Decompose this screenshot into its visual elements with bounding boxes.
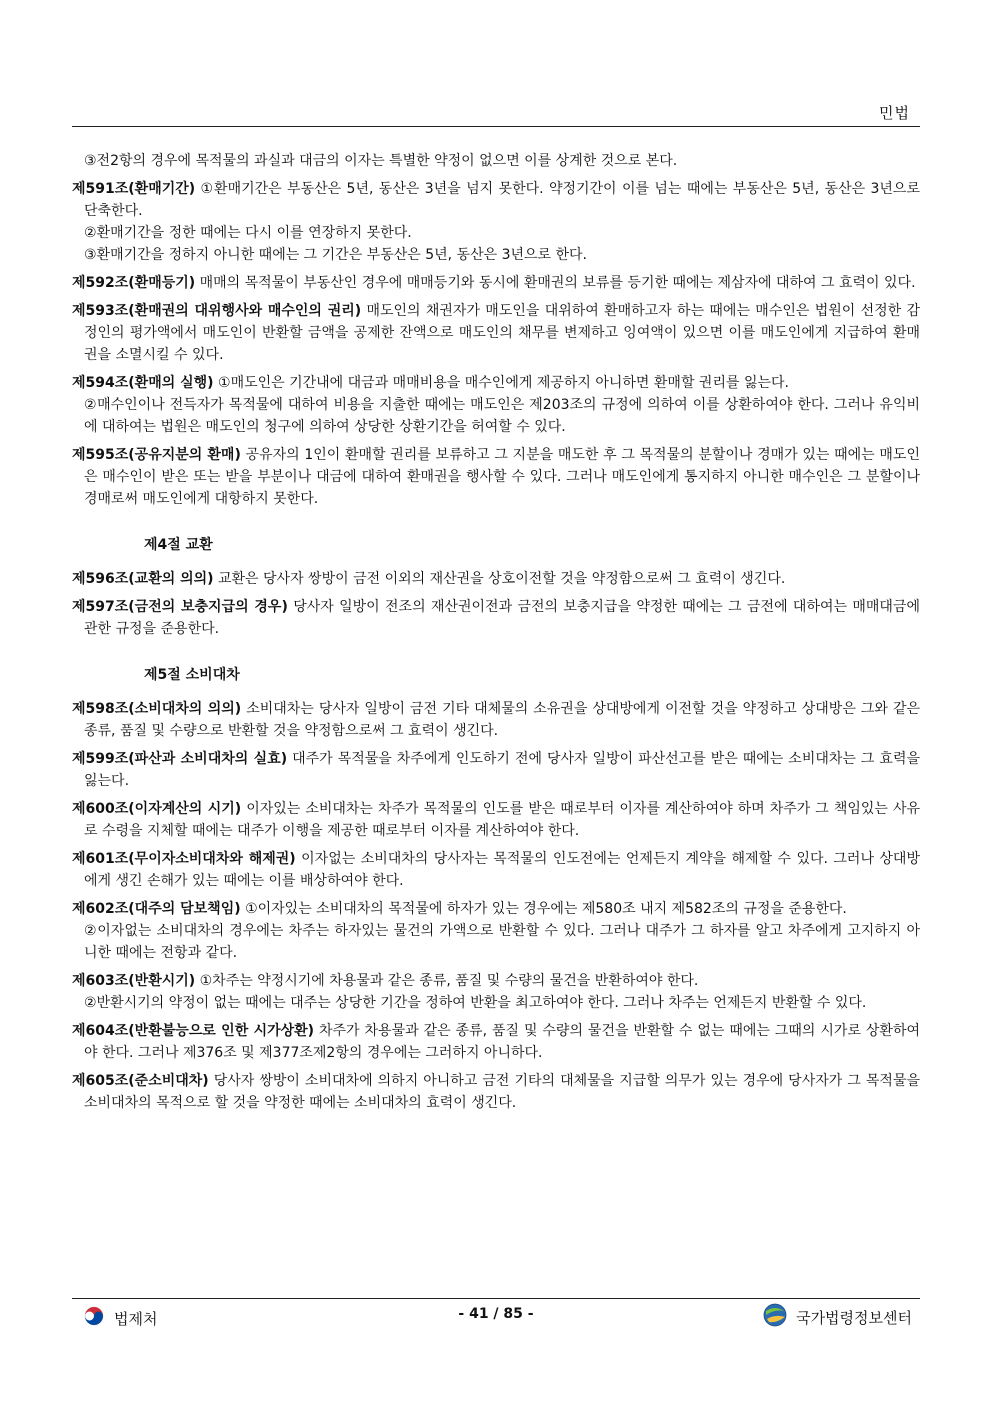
article <box>72 178 920 266</box>
globe-logo-icon <box>762 1302 788 1332</box>
article-text: 차주가 차용물과 같은 종류, 품질 및 수량의 물건을 반환할 수 없는 때에는 그때의 시가로 상환하여야 한다. 그러나 제376조 및 제377조제2항의 경우에는 그러하지 아니하다. <box>84 1023 920 1061</box>
article-heading: 제604조(반환불능으로 인한 시가상환) <box>72 1023 315 1039</box>
document-body <box>72 150 920 1120</box>
article-paragraph <box>72 970 920 992</box>
article-heading: 제598조(소비대차의 의의) <box>72 701 242 717</box>
article <box>72 748 920 792</box>
article-paragraph <box>72 1020 920 1064</box>
article-subparagraph: ③환매기간을 정하지 아니한 때에는 그 기간은 부동산은 5년, 동산은 3년으로 한다. <box>84 247 588 263</box>
article-paragraph <box>72 848 920 892</box>
header-divider <box>72 126 920 127</box>
article <box>72 444 920 510</box>
article-text: 이자있는 소비대차는 차주가 목적물의 인도를 받은 때로부터 이자를 계산하여야 하며 차주가 그 책임있는 사유로 수령을 지체할 때에는 대주가 이행을 제공한 때로부터 이자를 계산하여야 한다. <box>84 801 920 839</box>
page-number: - 41 / 85 - <box>458 1306 534 1322</box>
footer-center-label: 국가법령정보센터 <box>796 1308 912 1327</box>
article-heading: 제594조(환매의 실행) <box>72 375 214 391</box>
article-heading: 제596조(교환의 의의) <box>72 571 214 587</box>
article-paragraph <box>72 372 920 394</box>
article <box>72 568 920 590</box>
page-header-title: 민법 <box>879 104 910 122</box>
paragraph-continuation: ③전2항의 경우에 목적물의 과실과 대금의 이자는 특별한 약정이 없으면 이를 상계한 것으로 본다. <box>84 153 678 169</box>
article-paragraph <box>72 748 920 792</box>
article <box>72 848 920 892</box>
article-text: 매매의 목적물이 부동산인 경우에 매매등기와 동시에 환매권의 보류를 등기한 때에는 제삼자에 대하여 그 효력이 있다. <box>195 275 916 291</box>
article-paragraph <box>72 272 920 294</box>
article-paragraph <box>72 300 920 366</box>
article-heading: 제593조(환매권의 대위행사와 매수인의 권리) <box>72 303 362 319</box>
article-paragraph <box>72 1070 920 1114</box>
footer-org-label: 법제처 <box>114 1309 158 1328</box>
article-subparagraph: ②반환시기의 약정이 없는 때에는 대주는 상당한 기간을 정하여 반환을 최고하여야 한다. 그러나 차주는 언제든지 반환할 수 있다. <box>84 995 867 1011</box>
article-heading: 제602조(대주의 담보책임) <box>72 901 241 917</box>
article <box>72 898 920 964</box>
article-heading: 제600조(이자계산의 시기) <box>72 801 242 817</box>
section-title: 제4절 교환 <box>144 537 213 553</box>
article <box>72 698 920 742</box>
article-paragraph <box>72 798 920 842</box>
article-subparagraph: ②환매기간을 정한 때에는 다시 이를 연장하지 못한다. <box>84 225 412 241</box>
article-text: 이자없는 소비대차의 당사자는 목적물의 인도전에는 언제든지 계약을 해제할 수 있다. 그러나 상대방에게 생긴 손해가 있는 때에는 이를 배상하여야 한다. <box>84 851 920 889</box>
article-heading: 제603조(반환시기) <box>72 973 196 989</box>
article-paragraph <box>72 698 920 742</box>
article-paragraph <box>72 568 920 590</box>
article-subparagraph: ②매수인이나 전득자가 목적물에 대하여 비용을 지출한 때에는 매도인은 제203조의 규정에 의하여 이를 상환하여야 한다. 그러나 유익비에 대하여는 법원은 매도인의 청구에 의하여 상당한 상환기간을 허여할 수 있다. <box>84 397 920 435</box>
article <box>72 798 920 842</box>
article-heading: 제597조(금전의 보충지급의 경우) <box>72 599 288 615</box>
article-text: 소비대차는 당사자 일방이 금전 기타 대체물의 소유권을 상대방에게 이전할 것을 약정하고 상대방은 그와 같은 종류, 품질 및 수량으로 반환할 것을 약정함으로써 그 효력이 생긴다. <box>84 701 920 739</box>
article <box>72 1070 920 1114</box>
article <box>72 596 920 640</box>
article-paragraph <box>72 596 920 640</box>
article-text: ①이자있는 소비대차의 목적물에 하자가 있는 경우에는 제580조 내지 제582조의 규정을 준용한다. <box>240 901 847 917</box>
section-title: 제5절 소비대차 <box>144 667 240 683</box>
article-text: ①차주는 약정시기에 차용물과 같은 종류, 품질 및 수량의 물건을 반환하여야 한다. <box>195 973 699 989</box>
article-heading: 제605조(준소비대차) <box>72 1073 209 1089</box>
article-heading: 제601조(무이자소비대차와 해제권) <box>72 851 296 867</box>
article <box>72 372 920 438</box>
article-text: 매도인의 채권자가 매도인을 대위하여 환매하고자 하는 때에는 매수인은 법원이 선정한 감정인의 평가액에서 매도인이 반환할 금액을 공제한 잔액으로 매도인의 채무를 변제하고 잉여액이 있으면 이를 매도인에게 지급하여 환매권을 소멸시킬 수 있다. <box>84 303 920 363</box>
article-paragraph <box>72 444 920 510</box>
article-text: 당사자 쌍방이 소비대차에 의하지 아니하고 금전 기타의 대체물을 지급할 의무가 있는 경우에 당사자가 그 목적물을 소비대차의 목적으로 할 것을 약정한 때에는 소비대차의 효력이 생긴다. <box>84 1073 920 1111</box>
article-paragraph <box>72 178 920 222</box>
article <box>72 300 920 366</box>
article-text: 공유자의 1인이 환매할 권리를 보류하고 그 지분을 매도한 후 그 목적물의 분할이나 경매가 있는 때에는 매도인은 매수인이 받은 또는 받을 부분이나 대금에 대하여 환매권을 행사할 수 있다. 그러나 매도인에게 통지하지 아니한 매수인은 그 분할이나 경매로써 매도인에게 대항하지 못한다. <box>84 447 920 507</box>
article-paragraph <box>72 898 920 920</box>
article-heading: 제599조(파산과 소비대차의 실효) <box>72 751 288 767</box>
article-heading: 제591조(환매기간) <box>72 181 196 197</box>
article <box>72 1020 920 1064</box>
article-heading: 제592조(환매등기) <box>72 275 196 291</box>
article <box>72 272 920 294</box>
article-heading: 제595조(공유지분의 환매) <box>72 447 241 463</box>
article-text: ①환매기간은 부동산은 5년, 동산은 3년을 넘지 못한다. 약정기간이 이를 넘는 때에는 부동산은 5년, 동산은 3년으로 단축한다. <box>84 181 920 219</box>
article <box>72 970 920 1014</box>
article-subparagraph: ②이자없는 소비대차의 경우에는 차주는 하자있는 물건의 가액으로 반환할 수 있다. 그러나 대주가 그 하자를 알고 차주에게 고지하지 아니한 때에는 전항과 같다. <box>84 923 920 961</box>
article-text: 대주가 목적물을 차주에게 인도하기 전에 당사자 일방이 파산선고를 받은 때에는 소비대차는 그 효력을 잃는다. <box>84 751 920 789</box>
article-text: ①매도인은 기간내에 대금과 매매비용을 매수인에게 제공하지 아니하면 환매할 권리를 잃는다. <box>213 375 789 391</box>
footer-right <box>762 1302 912 1332</box>
footer-divider <box>72 1298 920 1299</box>
article-text: 당사자 일방이 전조의 재산권이전과 금전의 보충지급을 약정한 때에는 그 금전에 대하여는 매매대금에 관한 규정을 준용한다. <box>84 599 920 637</box>
article-text: 교환은 당사자 쌍방이 금전 이외의 재산권을 상호이전할 것을 약정함으로써 그 효력이 생긴다. <box>213 571 786 587</box>
